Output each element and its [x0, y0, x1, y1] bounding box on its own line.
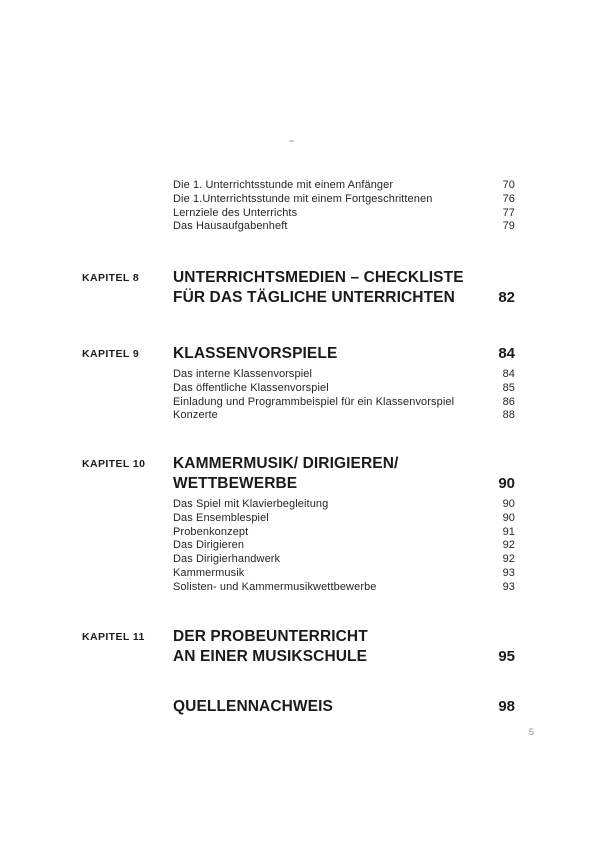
- toc-entry-page: 91: [502, 525, 515, 538]
- chapter-title: AN EINER MUSIKSCHULE: [173, 648, 368, 665]
- chapter-11: [82, 627, 515, 667]
- toc-entry-label: Probenkonzept: [173, 525, 249, 538]
- toc-entry-label: Das interne Klassenvorspiel: [173, 368, 313, 380]
- scan-speck: [289, 140, 294, 142]
- toc-entry: [173, 382, 515, 396]
- toc-entry: [173, 193, 515, 207]
- chapter-9: [82, 344, 515, 423]
- chapter-title: KAMMERMUSIK/ DIRIGIEREN/: [173, 455, 399, 472]
- chapter-title: FÜR DAS TÄGLICHE UNTERRICHTEN: [173, 289, 455, 306]
- toc-entry: [173, 207, 515, 221]
- chapter-page: 98: [498, 698, 515, 715]
- toc-entry-page: 76: [502, 192, 515, 205]
- toc-entry-page: 85: [502, 381, 515, 394]
- chapter-title-row: [173, 627, 515, 647]
- chapter-10: [82, 454, 515, 595]
- toc-entry-label: Die 1. Unterrichtsstunde mit einem Anfänger: [173, 179, 394, 191]
- chapter-page: 82: [498, 289, 515, 306]
- toc-entry-label: Das Spiel mit Klavierbegleitung: [173, 498, 329, 510]
- toc-entry-page: 84: [502, 368, 515, 380]
- chapter-title-row: [173, 697, 515, 717]
- toc-entry: [173, 498, 515, 512]
- toc-entry-page: 93: [502, 566, 515, 579]
- toc-entry: [173, 179, 515, 193]
- toc-entry-label: Solisten- und Kammermusikwettbewerbe: [173, 580, 377, 593]
- kapitel-label: KAPITEL 9: [82, 348, 140, 360]
- chapter-title-row: [173, 454, 515, 474]
- chapter-title: QUELLENNACHWEIS: [173, 698, 333, 715]
- chapter-title-row: [173, 647, 515, 667]
- toc-entry-label: Die 1.Unterrichtsstunde mit einem Fortgeschrittenen: [173, 192, 433, 205]
- kapitel-label: KAPITEL 8: [82, 272, 140, 284]
- toc-entry: [173, 512, 515, 526]
- kapitel-label: KAPITEL 10: [82, 458, 146, 470]
- toc-entry-label: Kammermusik: [173, 566, 245, 579]
- toc-entry: [173, 409, 515, 423]
- toc-entry-page: 92: [502, 539, 515, 552]
- toc-entry-label: Konzerte: [173, 409, 218, 422]
- toc-entry: [173, 526, 515, 540]
- toc-entry: [173, 220, 515, 234]
- toc-entry: [173, 396, 515, 410]
- toc-entry-page: 70: [502, 179, 515, 191]
- toc-entry-label: Das Dirigierhandwerk: [173, 553, 281, 566]
- chapter-entries: [173, 368, 515, 423]
- toc-entry-label: Lernziele des Unterrichts: [173, 206, 298, 219]
- chapter-title-row: [173, 474, 515, 494]
- chapter-title-row: [173, 288, 515, 308]
- chapter-title-row: [173, 344, 515, 364]
- toc-entry: [173, 581, 515, 595]
- toc-entry-page: 90: [502, 511, 515, 524]
- toc-entry-page: 90: [502, 498, 515, 510]
- toc-entry: [173, 567, 515, 581]
- chapter-page: 95: [498, 648, 515, 665]
- toc-entry-page: 88: [502, 409, 515, 422]
- toc-entry-page: 92: [502, 553, 515, 566]
- toc-entry-label: Das Dirigieren: [173, 539, 245, 552]
- chapter-title: UNTERRICHTSMEDIEN – CHECKLISTE: [173, 269, 464, 286]
- toc-entry: [173, 539, 515, 553]
- page-number: 5: [528, 727, 534, 738]
- toc-entry: [173, 368, 515, 382]
- chapter-title-block: [173, 344, 515, 423]
- chapter-page: 90: [498, 475, 515, 492]
- toc-intro-entries: [173, 179, 515, 234]
- toc-entry: [173, 553, 515, 567]
- toc-entry-label: Einladung und Programmbeispiel für ein Klassenvorspiel: [173, 395, 455, 408]
- chapter-title-block: [173, 627, 515, 667]
- toc-entry-label: Das Ensemblespiel: [173, 511, 269, 524]
- chapter-title: WETTBEWERBE: [173, 475, 298, 492]
- toc-entry-label: Das Hausaufgabenheft: [173, 220, 288, 233]
- kapitel-label: KAPITEL 11: [82, 631, 145, 643]
- chapter-title-row: [173, 268, 515, 288]
- chapter-entries: [173, 498, 515, 595]
- toc-entry-page: 77: [502, 206, 515, 219]
- kapitel-label: [82, 697, 173, 717]
- chapter-title-block: [173, 454, 515, 595]
- toc-entry-label: Das öffentliche Klassenvorspiel: [173, 381, 329, 394]
- quellennachweis-section: [82, 697, 515, 717]
- chapter-8: [82, 268, 515, 308]
- toc-entry-page: 93: [502, 580, 515, 593]
- toc-entry-page: 79: [502, 220, 515, 233]
- toc-entry-page: 86: [502, 395, 515, 408]
- chapter-title: KLASSENVORSPIELE: [173, 345, 338, 362]
- chapter-title: DER PROBEUNTERRICHT: [173, 628, 368, 645]
- chapter-title-block: [173, 697, 515, 717]
- chapter-page: 84: [498, 345, 515, 362]
- chapter-title-block: [173, 268, 515, 308]
